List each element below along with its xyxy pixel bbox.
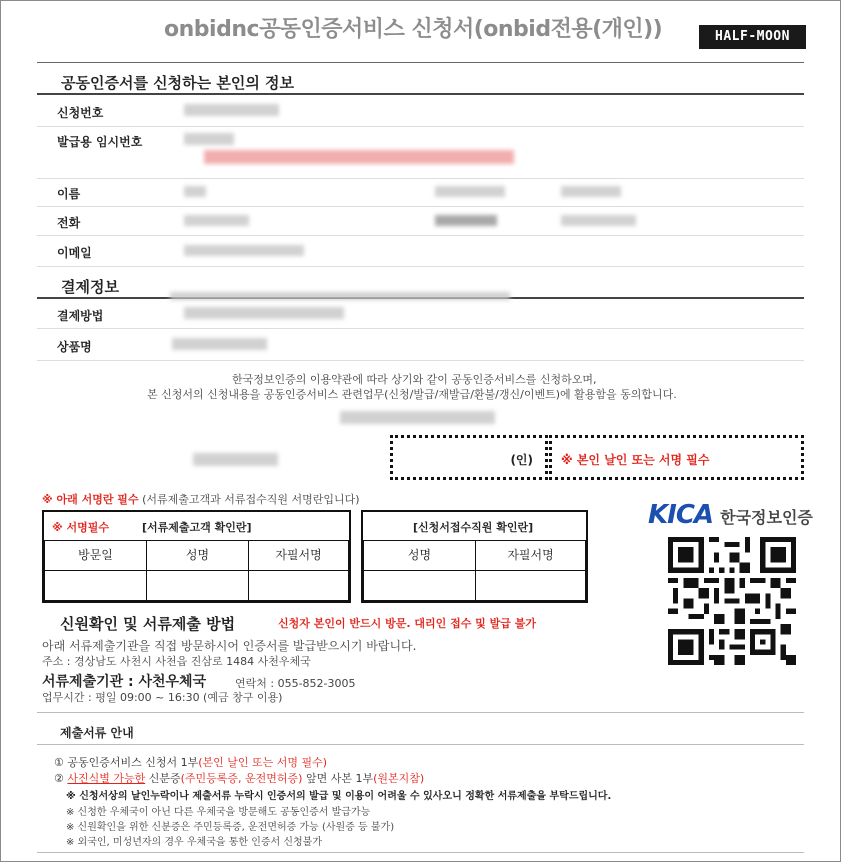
phone-value-redacted xyxy=(184,215,249,226)
docs-item-2-red2: (주민등록증, 운전면허증) xyxy=(180,772,303,785)
payment-method-label: 결제방법 xyxy=(57,309,104,323)
seal-box[interactable] xyxy=(390,435,548,480)
docs-item-2-red3: (원본지참) xyxy=(373,772,425,785)
docs-item-2 xyxy=(54,770,424,786)
docs-item-2-mid: 신분증 xyxy=(145,772,181,785)
payment-header-redacted xyxy=(170,292,510,300)
temp-no-code-redacted xyxy=(204,150,514,164)
phone-label: 전화 xyxy=(57,216,81,230)
kica-name: 한국정보인증 xyxy=(720,508,813,527)
docs-note-3: ※ 신원확인을 위한 신분증은 주민등록증, 운전면허증 가능 (사원증 등 불가) xyxy=(66,822,395,833)
agreement-line1: 한국정보인증의 이용약관에 따라 상기와 같이 공동인증서비스를 신청하오며, xyxy=(232,373,597,386)
col-signature: 자필서명 xyxy=(248,540,349,571)
email-value-redacted xyxy=(184,245,304,256)
date-redacted xyxy=(340,411,495,424)
row-divider xyxy=(37,206,804,207)
row-divider xyxy=(37,360,804,361)
docs-item-2-mid2: 앞면 사본 1부 xyxy=(302,772,374,785)
docs-top-divider xyxy=(37,712,804,713)
product-value-redacted xyxy=(172,338,267,350)
kica-logo-mark: KICA xyxy=(648,500,714,530)
docs-title: 제출서류 안내 xyxy=(60,726,134,740)
customer-confirm-table xyxy=(42,510,351,603)
product-label: 상품명 xyxy=(57,340,92,354)
col-visit-date: 방문일 xyxy=(44,540,147,571)
header-divider xyxy=(37,62,804,63)
docs-item-1 xyxy=(54,754,327,770)
name-label: 이름 xyxy=(57,187,81,201)
office-contact: 연락처 : 055-852-3005 xyxy=(235,677,356,690)
signer-name-redacted xyxy=(193,453,278,466)
customer-table-title: [서류제출고객 확인란] xyxy=(142,521,252,534)
docs-item-1-red: (본인 날인 또는 서명 필수) xyxy=(198,756,328,769)
seal-notice: ※ 본인 날인 또는 서명 필수 xyxy=(561,453,710,467)
request-no-label: 신청번호 xyxy=(57,106,104,120)
staff-col-name: 성명 xyxy=(363,540,476,571)
qr-code-icon xyxy=(667,537,797,665)
method-desc: 아래 서류제출기관을 직접 방문하시어 인증서를 발급받으시기 바랍니다. xyxy=(42,639,417,653)
staff-confirm-table xyxy=(361,510,588,603)
office-name: 서류제출기관 : 사천우체국 xyxy=(42,674,207,690)
kica-logo xyxy=(648,500,813,530)
phone-extra2-redacted xyxy=(561,215,636,226)
docs-bottom-divider xyxy=(37,852,804,853)
page-title: onbidnc공동인증서비스 신청서(onbid전용(개인)) xyxy=(164,17,663,42)
docs-item-2-num: ② xyxy=(54,772,68,785)
seal-notice-box xyxy=(549,435,804,480)
staff-col-signature: 자필서명 xyxy=(475,540,586,571)
sign-notice xyxy=(42,491,360,507)
row-divider xyxy=(37,178,804,179)
half-moon-logo: HALF-MOON xyxy=(699,25,806,49)
name-extra-redacted xyxy=(435,186,505,197)
col-name: 성명 xyxy=(146,540,249,571)
sign-required-label: ※ 서명필수 xyxy=(52,521,110,534)
docs-title-divider xyxy=(37,744,804,745)
section-bar xyxy=(37,93,804,95)
row-divider xyxy=(37,266,804,267)
name-value-redacted xyxy=(184,186,206,197)
name-cell[interactable] xyxy=(146,570,249,601)
row-divider xyxy=(37,235,804,236)
name-extra2-redacted xyxy=(561,186,621,197)
email-label: 이메일 xyxy=(57,246,92,260)
staff-signature-cell[interactable] xyxy=(475,570,586,601)
request-no-value-redacted xyxy=(184,104,279,116)
docs-note-4: ※ 외국인, 미성년자의 경우 우체국을 통한 인증서 신청불가 xyxy=(66,837,322,848)
method-address: 주소 : 경상남도 사천시 사천읍 진삼로 1484 사천우체국 xyxy=(42,655,311,668)
sign-notice-desc: (서류제출고객과 서류접수직원 서명란입니다) xyxy=(142,493,360,506)
seal-label: (인) xyxy=(510,453,533,467)
docs-item-2-red-underline: 사진식별 가능한 xyxy=(67,772,146,785)
docs-note-1: ※ 신청서상의 날인누락이나 제출서류 누락시 인증서의 발급 및 이용이 어려울 수 있사오니 정확한 서류제출을 부탁드립니다. xyxy=(66,791,612,802)
method-warning: 신청자 본인이 반드시 방문. 대리인 접수 및 발급 불가 xyxy=(278,617,536,630)
docs-item-1-text: ① 공동인증서비스 신청서 1부 xyxy=(54,756,199,769)
temp-no-value-redacted xyxy=(184,133,234,145)
sign-notice-required: ※ 아래 서명란 필수 xyxy=(42,493,139,506)
row-divider xyxy=(37,126,804,127)
row-divider xyxy=(37,328,804,329)
signature-cell[interactable] xyxy=(248,570,349,601)
payment-method-redacted xyxy=(184,307,344,319)
temp-no-label: 발급용 임시번호 xyxy=(57,135,143,149)
phone-extra-redacted xyxy=(435,215,497,226)
staff-name-cell[interactable] xyxy=(363,570,476,601)
applicant-section-title: 공동인증서를 신청하는 본인의 정보 xyxy=(61,74,295,92)
method-title: 신원확인 및 서류제출 방법 xyxy=(60,615,236,633)
docs-note-2: ※ 신청한 우체국이 아닌 다른 우체국을 방문해도 공동인증서 발급가능 xyxy=(66,807,371,818)
agreement-line2: 본 신청서의 신청내용을 공동인증서비스 관련업무(신청/발급/재발급/환불/갱신/이벤트)에 활용함을 동의합니다. xyxy=(147,388,677,401)
office-hours: 업무시간 : 평일 09:00 ~ 16:30 (예금 창구 이용) xyxy=(42,691,283,704)
visit-date-cell[interactable] xyxy=(44,570,147,601)
payment-section-title: 결제정보 xyxy=(61,278,119,296)
staff-table-title: [신청서접수직원 확인란] xyxy=(413,521,534,534)
